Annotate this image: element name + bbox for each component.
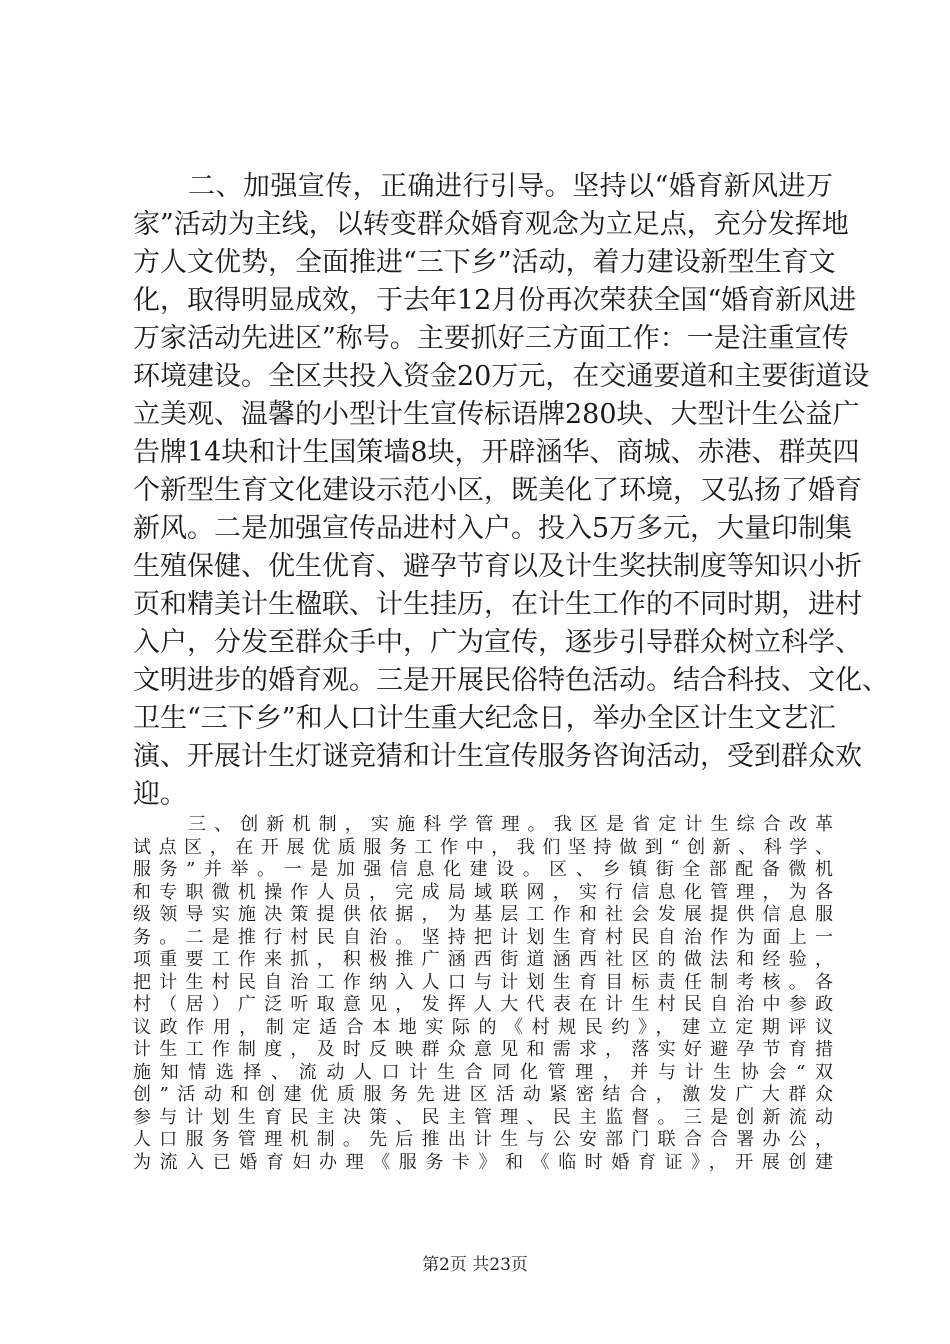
paragraph-line: 把计生村民自治工作纳入人口与计划生育目标责任制考核。各	[133, 971, 833, 993]
paragraph-line: 施知情选择、流动人口计生合同化管理，并与计生协会“双	[133, 1061, 833, 1083]
paragraph-line: 议政作用，制定适合本地实际的《村规民约》，建立定期评议	[133, 1016, 833, 1038]
page-number-footer: 第2页 共23页	[422, 1255, 528, 1275]
paragraph-line: 化，取得明显成效，于去年12月份再次荣获全国“婚育新风进	[133, 285, 857, 316]
paragraph-line: 环境建设。全区共投入资金20万元，在交通要道和主要街道设	[133, 361, 870, 392]
paragraph-line: 为流入已婚育妇办理《服务卡》和《临时婚育证》，开展创建	[133, 1151, 833, 1173]
paragraph-line: 家”活动为主线，以转变群众婚育观念为立足点，充分发挥地	[133, 209, 849, 240]
paragraph-line: 项重要工作来抓，积极推广涵西街道涵西社区的做法和经验，	[133, 949, 833, 970]
paragraph-line: 页和精美计生楹联、计生挂历，在计生工作的不同时期，进村	[133, 589, 862, 620]
paragraph-line: 入户，分发至群众手中，广为宣传，逐步引导群众树立科学、	[133, 627, 862, 658]
paragraph-line: 服务”并举。一是加强信息化建设。区、乡镇街全部配备微机	[133, 859, 833, 880]
paragraph-line: 级领导实施决策提供依据，为基层工作和社会发展提供信息服	[133, 904, 833, 925]
paragraph-line: 卫生“三下乡”和人口计生重大纪念日，举办全区计生文艺汇	[133, 703, 836, 734]
paragraph-line: 计生工作制度，及时反映群众意见和需求，落实好避孕节育措	[133, 1039, 833, 1060]
paragraph-line: 个新型生育文化建设示范小区，既美化了环境，又弘扬了婚育	[133, 475, 862, 506]
paragraph-line: 参与计划生育民主决策、民主管理、民主监督。三是创新流动	[133, 1106, 833, 1128]
paragraph-line: 告牌14块和计生国策墙8块，开辟涵华、商城、赤港、群英四	[133, 437, 860, 468]
paragraph-line: 三、创新机制，实施科学管理。我区是省定计生综合改革	[188, 814, 833, 835]
paragraph-line: 人口服务管理机制。先后推出计生与公安部门联合合署办公，	[133, 1129, 833, 1150]
paragraph-line: 万家活动先进区”称号。主要抓好三方面工作：一是注重宣传	[133, 323, 849, 354]
paragraph-line: 新风。二是加强宣传品进村入户。投入5万多元，大量印制集	[133, 513, 853, 544]
paragraph-line: 生殖保健、优生优育、避孕节育以及计生奖扶制度等知识小折	[133, 551, 862, 582]
paragraph-line: 村（居）广泛听取意见，发挥人大代表在计生村民自治中参政	[133, 994, 833, 1015]
paragraph-line: 立美观、温馨的小型计生宣传标语牌280块、大型计生公益广	[133, 399, 860, 430]
paragraph-line: 试点区，在开展优质服务工作中，我们坚持做到“创新、科学、	[133, 836, 833, 858]
paragraph-line: 二、加强宣传，正确进行引导。坚持以“婚育新风进万	[188, 171, 833, 202]
paragraph-line: 演、开展计生灯谜竞猜和计生宣传服务咨询活动，受到群众欢	[133, 741, 862, 772]
paragraph-line: 迎。	[133, 779, 187, 810]
paragraph-line: 方人文优势，全面推进“三下乡”活动，着力建设新型生育文	[133, 247, 836, 278]
paragraph-line: 文明进步的婚育观。三是开展民俗特色活动。结合科技、文化、	[133, 665, 889, 696]
paragraph-line: 务。二是推行村民自治。坚持把计划生育村民自治作为面上一	[133, 926, 833, 948]
paragraph-line: 和专职微机操作人员，完成局域联网，实行信息化管理，为各	[133, 881, 833, 903]
paragraph-line: 创”活动和创建优质服务先进区活动紧密结合，激发广大群众	[133, 1084, 833, 1105]
